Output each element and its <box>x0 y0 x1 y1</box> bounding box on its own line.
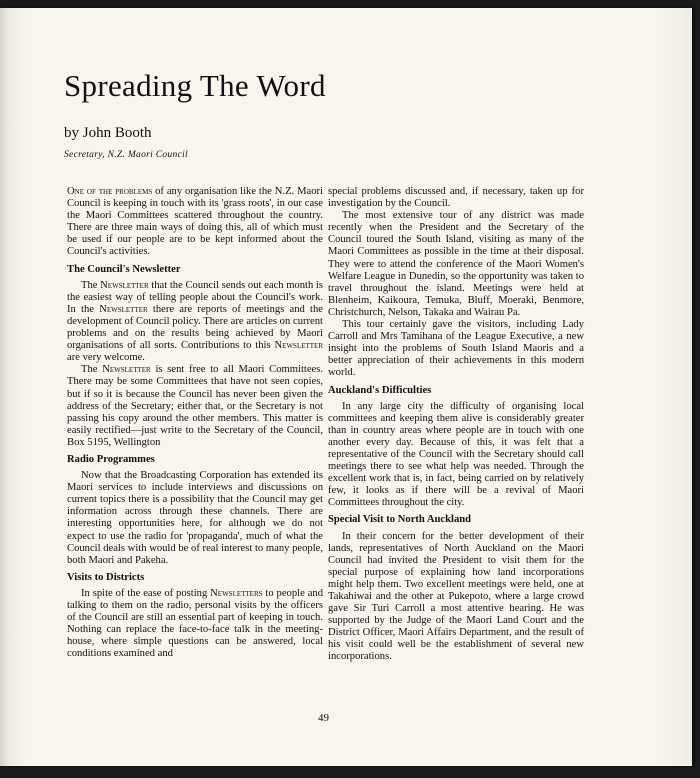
paragraph-north-auckland: In their concern for the better development of their lands, representatives of North Auckland on the Maori Council had invited the President to visit them for the special purpose of explaining how land incorporations might help them. Two excellent meetings were held, one at Takahiwai and the other at Pukepoto, where a large crowd gave Sir Turi Carroll a most attentive hearing. He was supported by the Judge of the Maori Land Court and the District Officer, Maori Affairs Department, and the result of his visit could well be the establishment of several new incorporations. <box>328 530 584 663</box>
right-column <box>328 186 584 664</box>
newsletter-word: Newsletter <box>102 364 151 376</box>
heading-visits: Visits to Districts <box>67 571 145 583</box>
text-run: are very welcome. <box>67 352 145 364</box>
page-number: 49 <box>318 712 329 724</box>
newsletter-word: Newsletters <box>210 587 263 599</box>
heading-auckland: Auckland's Difficulties <box>328 384 432 396</box>
paragraph-visits <box>67 588 323 661</box>
text-run: The <box>81 279 101 291</box>
heading-radio: Radio Programmes <box>67 453 155 465</box>
intro-lead: One of the problems <box>67 186 153 197</box>
article-title: Spreading The Word <box>64 68 326 103</box>
text-run: The <box>81 364 103 376</box>
paragraph-newsletter-2 <box>67 364 323 449</box>
text-run: there are reports of meetings and the development of Council policy. There are articles on current problems and on the results being achieved by Maori organisations of all sorts. Contributions to this <box>67 303 323 352</box>
left-column <box>67 186 323 660</box>
article-byline: by John Booth <box>64 125 152 141</box>
newsletter-word: Newsletter <box>99 303 148 315</box>
text-run: to people and talking to them on the radio, personal visits by the officers of the Council are still an essential part of keeping in touch. Nothing can replace the face-to-face talk in the meeting-house, where simple questions can be answered, local conditions examined and <box>67 587 323 660</box>
paragraph-intro <box>67 186 323 259</box>
paragraph-auckland: In any large city the difficulty of organising local committees and keeping them alive is considerably greater than in country areas where people are in touch with one another every day. Because of this, it was felt that a representative of the Council with the Secretary should call meetings there to see what help was needed. Through the excellent work that is, in fact, being carried on by relatively few, it looks as if there will be a revival of Maori Committees throughout the city. <box>328 400 584 509</box>
newsletter-word: Newsletter <box>100 279 149 291</box>
heading-newsletter: The Council's Newsletter <box>67 263 181 275</box>
text-run: is sent free to all Maori Committees. There may be some Committees that have not seen copies, but if so it is because the Council has never been given the address of the Secretary; either that, or the Secretary is not passing his copy around the other members. This matter is easily rectified—just write to the Secretary of the Council, Box 5195, Wellington <box>67 364 324 448</box>
author-affiliation: Secretary, N.Z. Maori Council <box>64 150 188 160</box>
newsletter-word: Newsletter <box>274 340 323 352</box>
heading-north-auckland: Special Visit to North Auckland <box>328 514 472 526</box>
paragraph-newsletter-1 <box>67 280 323 365</box>
magazine-page <box>0 8 692 766</box>
text-run: In spite of the ease of posting <box>81 587 211 599</box>
intro-text: of any organisation like the N.Z. Maori Council is keeping in touch with its 'grass roots', in our case the Maori Committees scattered throughout the country. There are three main ways of doing this, all of which must be used if our people are to be kept informed about the Council's activities. <box>67 186 323 258</box>
paragraph-south-island-tour: The most extensive tour of any district was made recently when the President and the Secretary of the Council toured the South Island, visiting as many of the Maori Committees as possible in the time at their disposal. They were to attend the conference of the Maori Women's Welfare League in Dunedin, so the opportunity was taken to travel throughout the island. Meetings were held at Blenheim, Kaikoura, Temuka, Bluff, Moeraki, Benmore, Christchurch, Nelson, Takaka and Wairau Pa. <box>328 210 584 318</box>
paragraph-tour-insight: This tour certainly gave the visitors, including Lady Carroll and Mrs Tamihana of the League Executive, a new insight into the problems of South Island Maoris and a better appreciation of their achievements in this modern world. <box>328 319 584 379</box>
paragraph-radio: Now that the Broadcasting Corporation has extended its Maori services to include interviews and discussions on current topics there is a possibility that the Council may get information across through these channels. There are interesting opportunities here, for although we do not expect to use the radio for 'propaganda', much of what the Council deals with would be of real interest to many people, both Maori and Pakeha. <box>67 470 323 566</box>
text-run: that the Council sends out each month is the easiest way of telling people about the Council's work. In the <box>67 279 324 315</box>
paragraph-continued: special problems discussed and, if necessary, taken up for investigation by the Council. <box>328 186 584 210</box>
